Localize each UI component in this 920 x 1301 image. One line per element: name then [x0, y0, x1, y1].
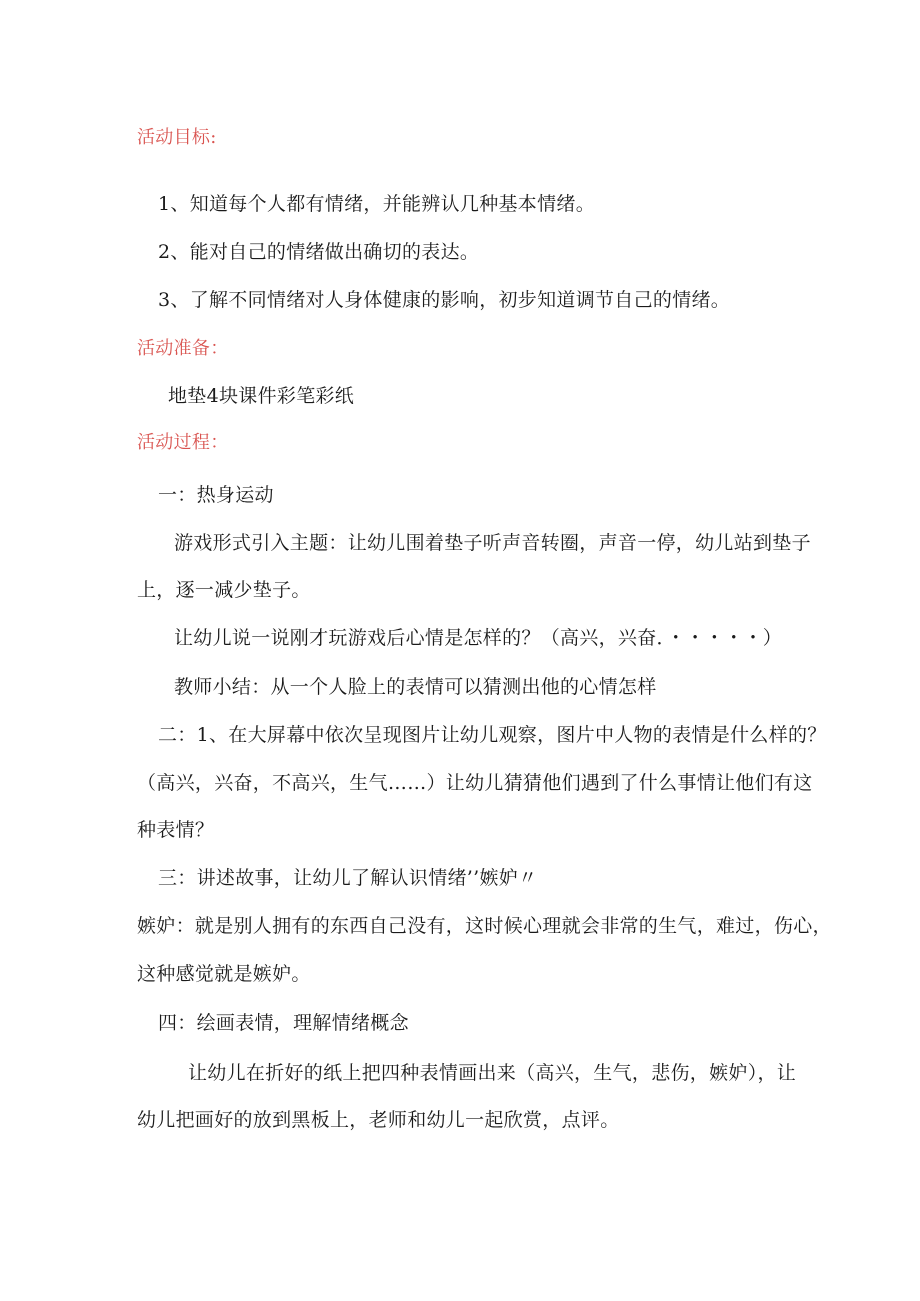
goal-item-3: 3、了解不同情绪对人身体健康的影响，初步知道调节自己的情绪。 [158, 289, 731, 311]
step2-line1: 二：1、在大屏幕中依次呈现图片让幼儿观察，图片中人物的表情是什么样的？ [158, 724, 827, 746]
goal-item-2: 2、能对自己的情绪做出确切的表达。 [158, 241, 480, 263]
heading-activity-prep: 活动准备： [137, 338, 229, 359]
step2-line3: 种表情？ [137, 819, 215, 841]
step1-summary: 教师小结：从一个人脸上的表情可以猜测出他的心情怎样 [174, 676, 657, 698]
step1-paragraph1-line2: 上，逐一减少垫子。 [137, 579, 311, 601]
heading-activity-process: 活动过程： [137, 432, 229, 453]
prep-materials: 地垫4块课件彩笔彩纸 [168, 385, 355, 407]
step1-title: 一：热身运动 [158, 484, 274, 506]
step3-definition-line2: 这种感觉就是嫉妒。 [137, 963, 311, 985]
step4-title: 四：绘画表情，理解情绪概念 [158, 1012, 409, 1034]
step4-line2: 幼儿把画好的放到黑板上，老师和幼儿一起欣赏，点评。 [137, 1109, 620, 1131]
step3-title: 三：讲述故事，让幼儿了解认识情绪’’嫉妒〃 [158, 867, 538, 889]
heading-activity-goals: 活动目标: [137, 127, 217, 148]
step4-line1: 让幼儿在折好的纸上把四种表情画出来（高兴，生气，悲伤，嫉妒），让 [188, 1062, 797, 1084]
step1-paragraph1-line1: 游戏形式引入主题：让幼儿围着垫子听声音转圈，声音一停，幼儿站到垫子 [174, 532, 811, 554]
step3-definition-line1: 嫉妒：就是别人拥有的东西自己没有，这时候心理就会非常的生气，难过，伤心， [137, 915, 832, 937]
goal-item-1: 1、知道每个人都有情绪，并能辨认几种基本情绪。 [158, 193, 595, 215]
step2-line2: （高兴，兴奋，不高兴，生气……）让幼儿猜猜他们遇到了什么事情让他们有这 [137, 772, 813, 794]
step1-paragraph2: 让幼儿说一说刚才玩游戏后心情是怎样的？（高兴，兴奋．・・・・・） [174, 627, 783, 649]
